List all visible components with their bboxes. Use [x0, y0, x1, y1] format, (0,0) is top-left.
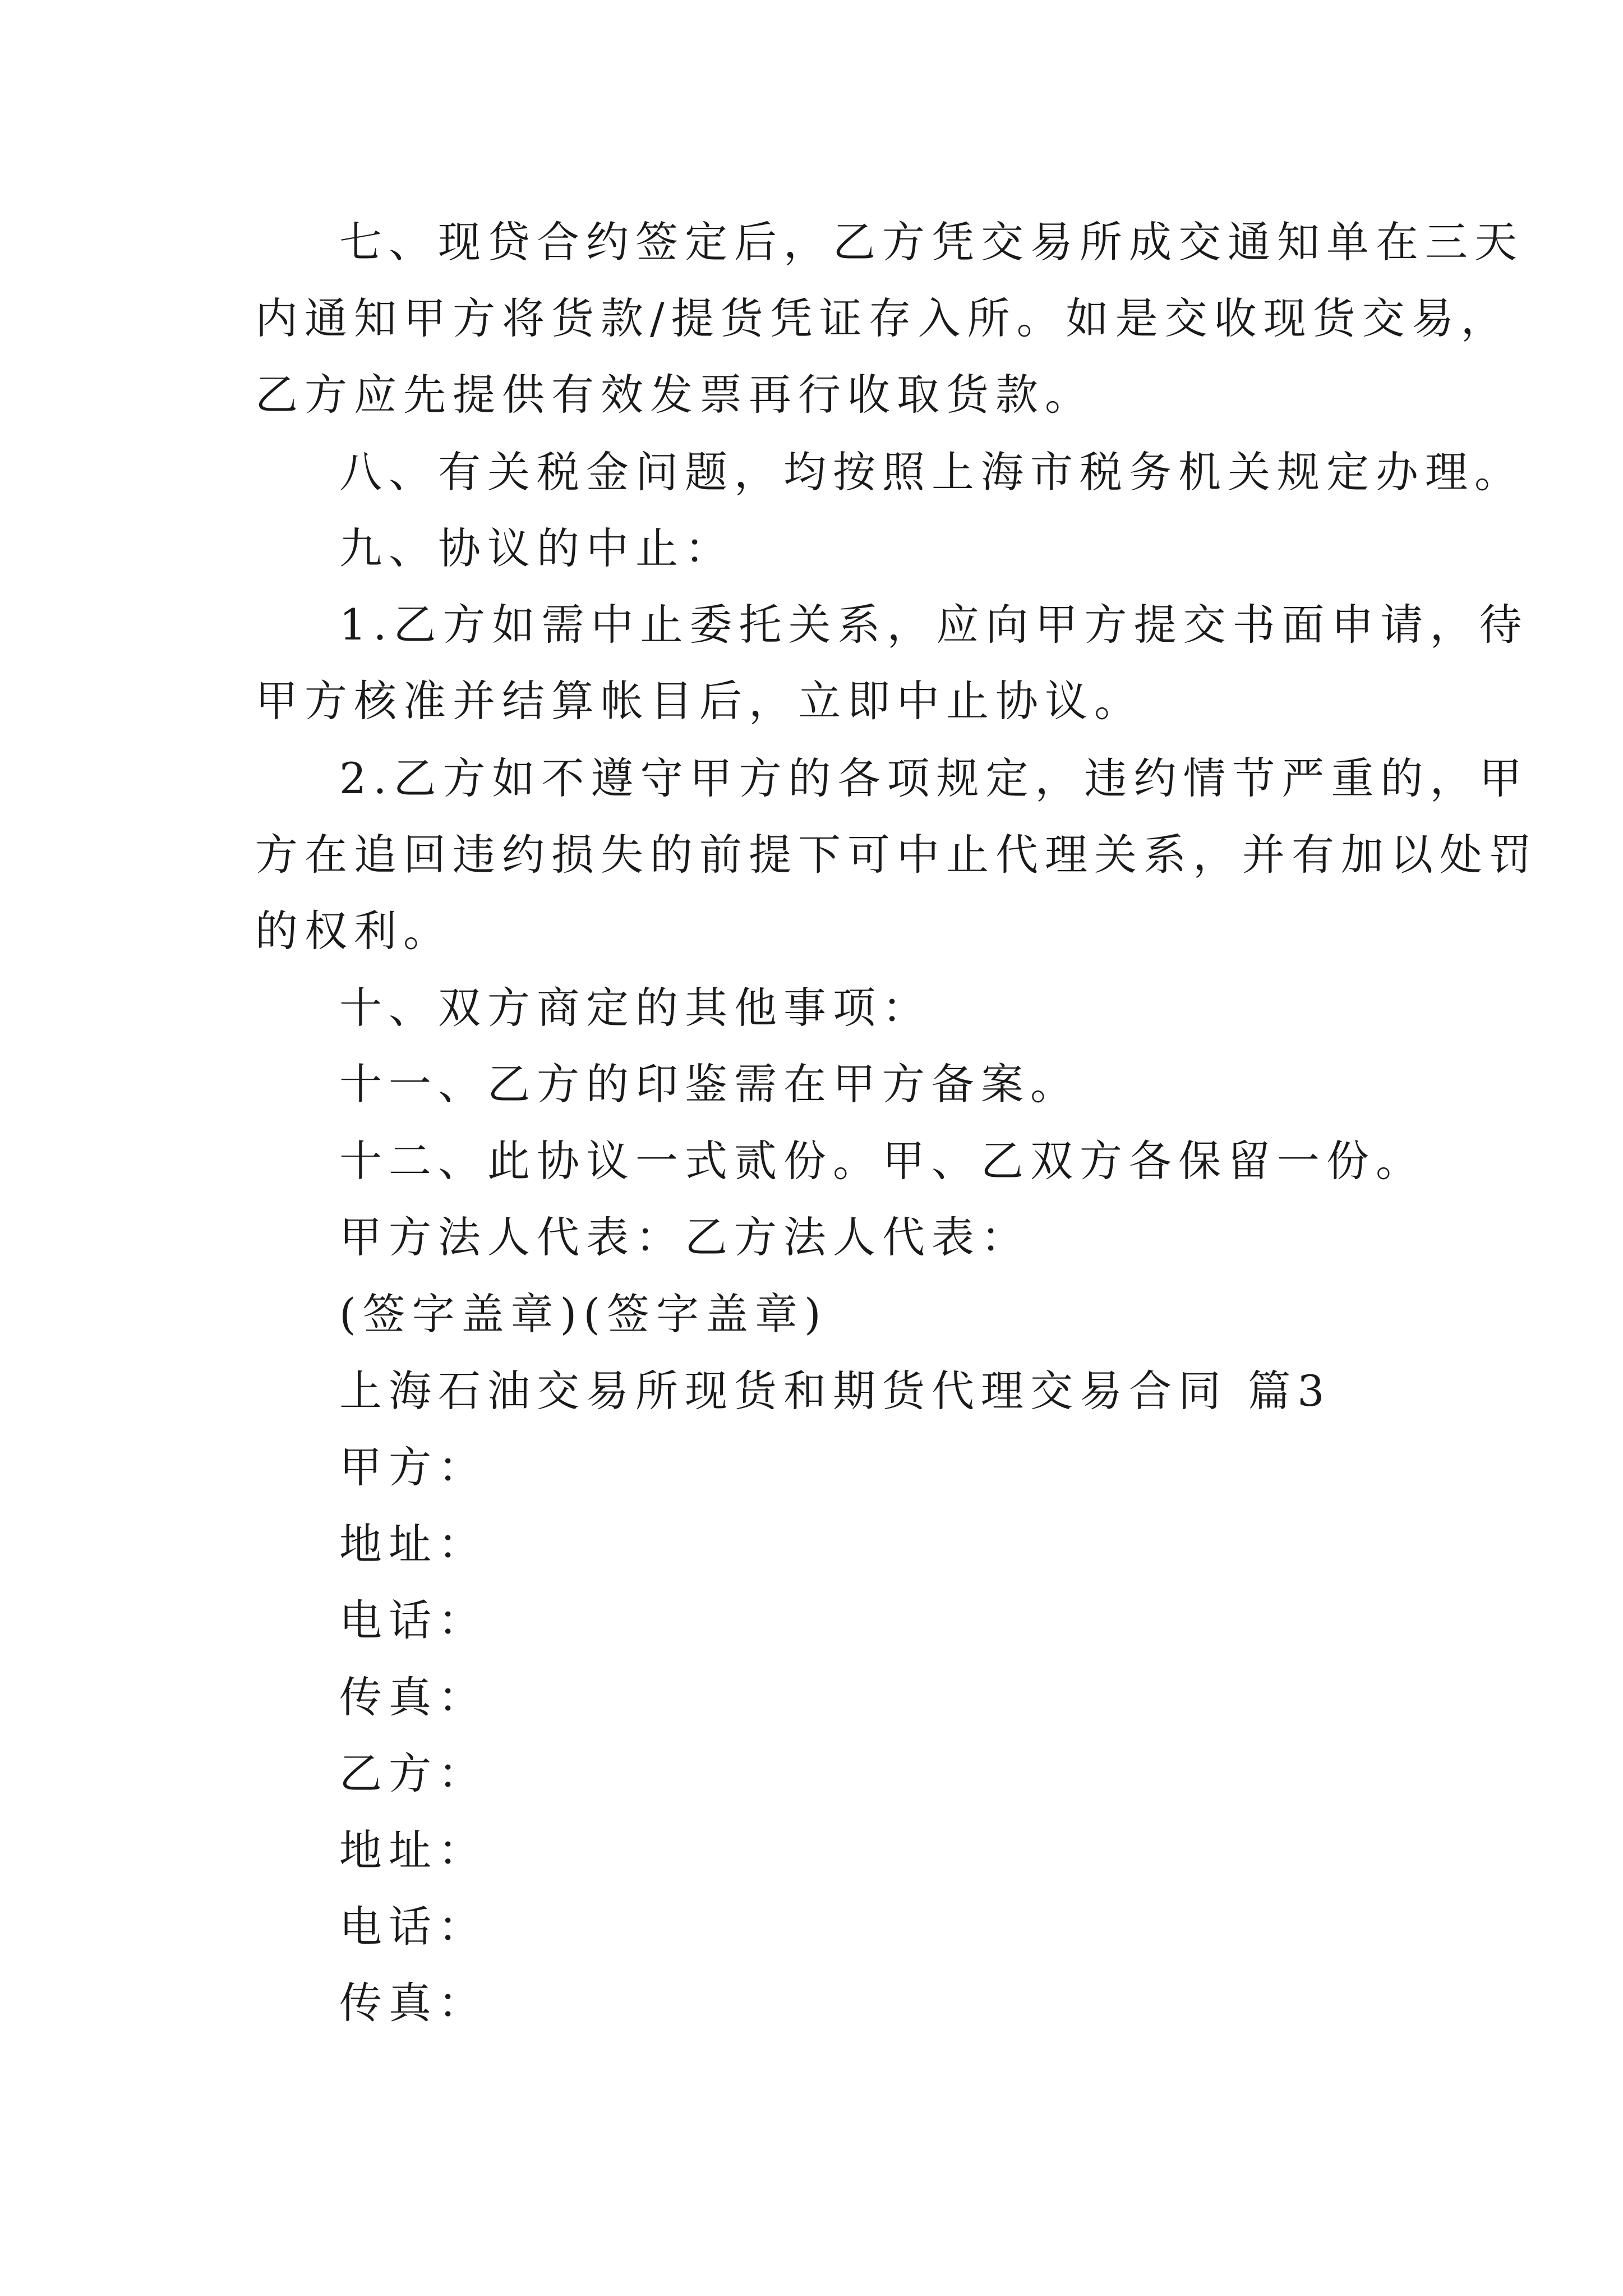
article-7-line-2: 内通知甲方将货款/提货凭证存入所。如是交收现货交易， [255, 293, 1510, 343]
article-7-line-3: 乙方应先提供有效发票再行收取货款。 [255, 370, 1094, 420]
party-b-phone-label: 电话： [339, 1902, 487, 1952]
article-9-item-2-line-2: 方在追回违约损失的前提下可中止代理关系，并有加以处罚 [255, 830, 1538, 880]
party-b-address-label: 地址： [339, 1825, 487, 1875]
article-7-line-1: 七、现贷合约签定后，乙方凭交易所成交通知单在三天 [339, 217, 1524, 267]
party-b-label: 乙方： [339, 1749, 487, 1798]
article-8: 八、有关税金问题，均按照上海市税务机关规定办理。 [339, 447, 1524, 497]
party-b-fax-label: 传真： [339, 1978, 487, 2028]
party-a-phone-label: 电话： [339, 1595, 487, 1645]
article-9-item-2-line-1: 2.乙方如不遵守甲方的各项规定，违约情节严重的，甲 [339, 753, 1529, 803]
party-a-address-label: 地址： [339, 1519, 487, 1569]
article-11: 十一、乙方的印鉴需在甲方备案。 [339, 1059, 1080, 1109]
party-a-fax-label: 传真： [339, 1672, 487, 1722]
section-title: 上海石油交易所现货和期货代理交易合同 篇3 [339, 1366, 1331, 1416]
signature-seals: (签字盖章)(签字盖章) [339, 1289, 828, 1339]
article-9-item-2-line-3: 的权利。 [255, 906, 453, 956]
article-9-item-1-line-1: 1.乙方如需中止委托关系，应向甲方提交书面申请，待 [339, 600, 1529, 650]
article-9-item-1-line-2: 甲方核准并结算帐目后，立即中止协议。 [255, 676, 1144, 726]
article-10: 十、双方商定的其他事项： [339, 983, 932, 1033]
signature-labels: 甲方法人代表：乙方法人代表： [339, 1212, 1030, 1262]
article-9-heading: 九、协议的中止： [339, 523, 734, 573]
party-a-label: 甲方： [339, 1442, 487, 1492]
article-12: 十二、此协议一式贰份。甲、乙双方各保留一份。 [339, 1136, 1425, 1186]
